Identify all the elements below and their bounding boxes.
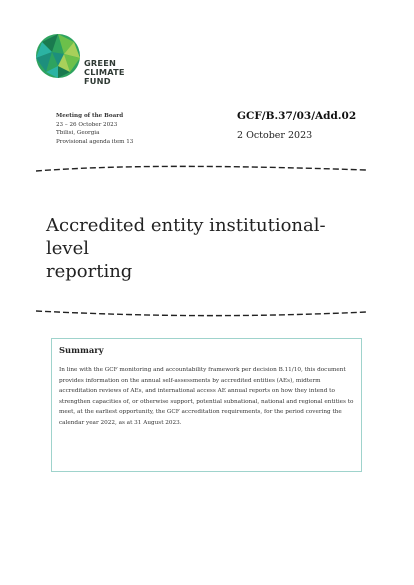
meeting-dates: 23 – 26 October 2023 [56, 121, 118, 128]
top-wave-divider [36, 163, 366, 175]
globe-logo-icon [34, 32, 82, 80]
document-date: 2 October 2023 [237, 130, 313, 141]
document-title [46, 214, 366, 283]
logo-line: CLIMATE [84, 67, 125, 77]
summary-body: In line with the GCF monitoring and accountability framework per decision B.11/10, this document provides information on the annual self-assessments by accredited entities (AEs), midterm accreditation reviews of AEs, and international access AE annual reports on how they intend to strengthen capacities of, or otherwise support, potential subnational, national and regional entities to meet, at the earliest opportunity, the GCF accreditation requirements, for the period covering the calendar year 2022, as at 31 August 2023. [59, 367, 354, 426]
title-line: Accredited entity institutional-level [46, 215, 326, 259]
meeting-info [56, 112, 133, 146]
agenda-item: Provisional agenda item 13 [56, 138, 134, 145]
meeting-location: Tbilisi, Georgia [56, 130, 100, 137]
logo-line: GREEN [84, 58, 117, 68]
document-code: GCF/B.37/03/Add.02 [237, 110, 357, 122]
title-line: reporting [46, 261, 133, 282]
logo-wordmark [84, 59, 125, 86]
document-info [237, 110, 356, 141]
bottom-wave-divider [36, 307, 366, 319]
gcf-logo [34, 32, 144, 92]
summary-box [51, 338, 362, 472]
summary-heading: Summary [59, 345, 104, 355]
meeting-name: Meeting of the Board [56, 113, 124, 119]
logo-line: FUND [84, 76, 111, 86]
